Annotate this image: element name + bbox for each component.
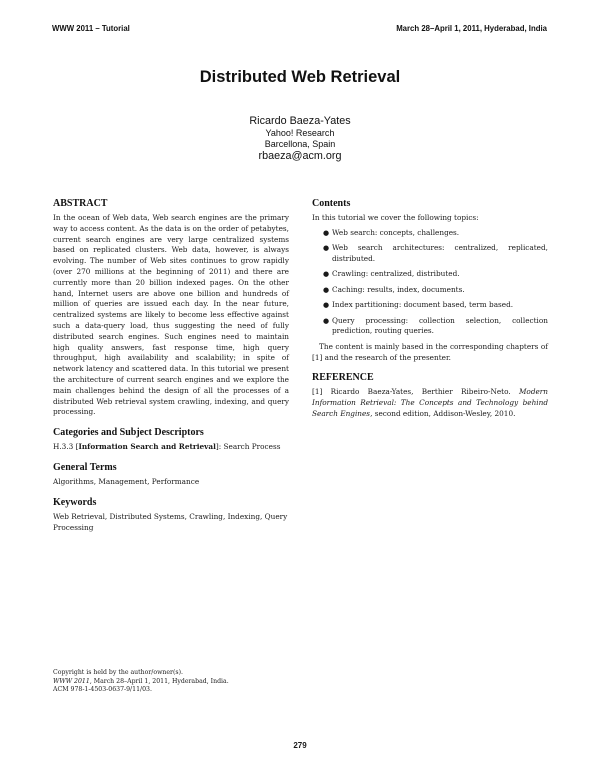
- bullet-icon: ●: [323, 270, 330, 279]
- topic-text: Query processing: collection selection, collection prediction, routing queries.: [332, 315, 548, 336]
- general-terms-text: Algorithms, Management, Performance: [53, 476, 200, 486]
- categories-text: [53, 442, 289, 453]
- bullet-icon: ●: [323, 228, 330, 237]
- reference-suffix: , second edition, Addison-Wesley, 2010.: [370, 408, 516, 418]
- abstract-heading: ABSTRACT: [53, 198, 108, 209]
- list-item: [323, 269, 548, 280]
- general-terms-heading: General Terms: [53, 461, 117, 473]
- topic-text: Index partitioning: document based, term based.: [332, 300, 514, 310]
- list-item: [323, 300, 548, 311]
- topic-text: Crawling: centralized, distributed.: [332, 269, 460, 279]
- general-terms-section: [53, 462, 289, 488]
- left-column: [53, 198, 289, 533]
- categories-section: [53, 427, 289, 453]
- right-column: [312, 198, 548, 420]
- categories-bold: Information Search and Retrieval: [78, 442, 216, 452]
- bullet-icon: ●: [323, 244, 330, 253]
- author-block: [0, 115, 600, 163]
- list-item: [323, 284, 548, 296]
- author-location: Barcellona, Spain: [264, 139, 336, 149]
- keywords-heading: Keywords: [53, 496, 97, 508]
- reference-title: Modern Information Retrieval: The Concepts and Technology behind Search Engines: [312, 387, 548, 418]
- copyright-line3: ACM 978-1-4503-0637-9/11/03.: [53, 686, 152, 694]
- bullet-icon: ●: [323, 316, 330, 325]
- paper-title: Distributed Web Retrieval: [199, 68, 401, 86]
- reference-section: [312, 372, 548, 419]
- abstract-text: In the ocean of Web data, Web search engines are the primary way to access content. As the data is on the order of petabytes, current search engines are very large centralized systems based on replicated clusters. Web data, however, is always evolving. The number of Web sites continues to grow rapidly (over 270 millions at the beginning of 2011) and there are currently more than 20 billion indexed pages. On the other hand, Internet users are above one billion and hundreds of million of queries are issued each day. In the near future, centralized systems are likely to become less effective against such a data-query load, thus suggesting the need of fully distributed search engines. Such engines need to maintain high quality answers, fast response time, high query throughput, high availability and scalability; in spite of network latency and scattered data. In this tutorial we present the architecture of current search engines and we explore the main challenges behind the design of all the processes of a distributed Web retrieval system crawling, indexing, and query processing.: [53, 213, 289, 417]
- keywords-section: [53, 497, 289, 534]
- topic-text: Web search: concepts, challenges.: [332, 227, 460, 237]
- copyright-line1: Copyright is held by the author/owner(s).: [53, 669, 183, 676]
- contents-heading: Contents: [312, 198, 351, 209]
- keywords-text: Web Retrieval, Distributed Systems, Crawling, Indexing, Query Processing: [53, 511, 288, 532]
- page-number: 279: [293, 741, 307, 750]
- running-header-left: WWW 2011 – Tutorial: [52, 24, 130, 33]
- author-org: Yahoo! Research: [265, 128, 335, 138]
- copyright-line2: [53, 678, 229, 687]
- author-email[interactable]: rbaeza@acm.org: [258, 150, 342, 162]
- copyright-date: March 28–April 1, 2011, Hyderabad, India.: [91, 677, 229, 685]
- copyright-venue: WWW 2011,: [53, 677, 92, 685]
- reference-prefix: [1] Ricardo Baeza-Yates, Berthier Ribeiro-Neto.: [312, 387, 519, 397]
- reference-heading: REFERENCE: [312, 372, 374, 384]
- topic-text: Caching: results, index, documents.: [332, 284, 465, 294]
- topic-list: [312, 228, 548, 337]
- bullet-icon: ●: [323, 301, 330, 310]
- reference-entry: [312, 387, 548, 419]
- topic-text: Web search architectures: centralized, replicated, distributed.: [332, 243, 548, 263]
- list-item: [323, 243, 548, 264]
- running-header-right: March 28–April 1, 2011, Hyderabad, India: [396, 24, 547, 33]
- bullet-icon: ●: [323, 285, 330, 294]
- author-name: Ricardo Baeza-Yates: [249, 115, 351, 127]
- list-item: [323, 227, 548, 239]
- list-item: [323, 315, 548, 337]
- contents-intro: In this tutorial we cover the following topics:: [312, 213, 479, 222]
- categories-heading: Categories and Subject Descriptors: [53, 427, 204, 439]
- categories-code: H.3.3 [: [53, 442, 79, 452]
- contents-closing: The content is mainly based in the corresponding chapters of [1] and the research of the presenter.: [312, 341, 548, 362]
- categories-rest: ]: Search Process: [215, 442, 281, 452]
- copyright-notice: [53, 669, 229, 695]
